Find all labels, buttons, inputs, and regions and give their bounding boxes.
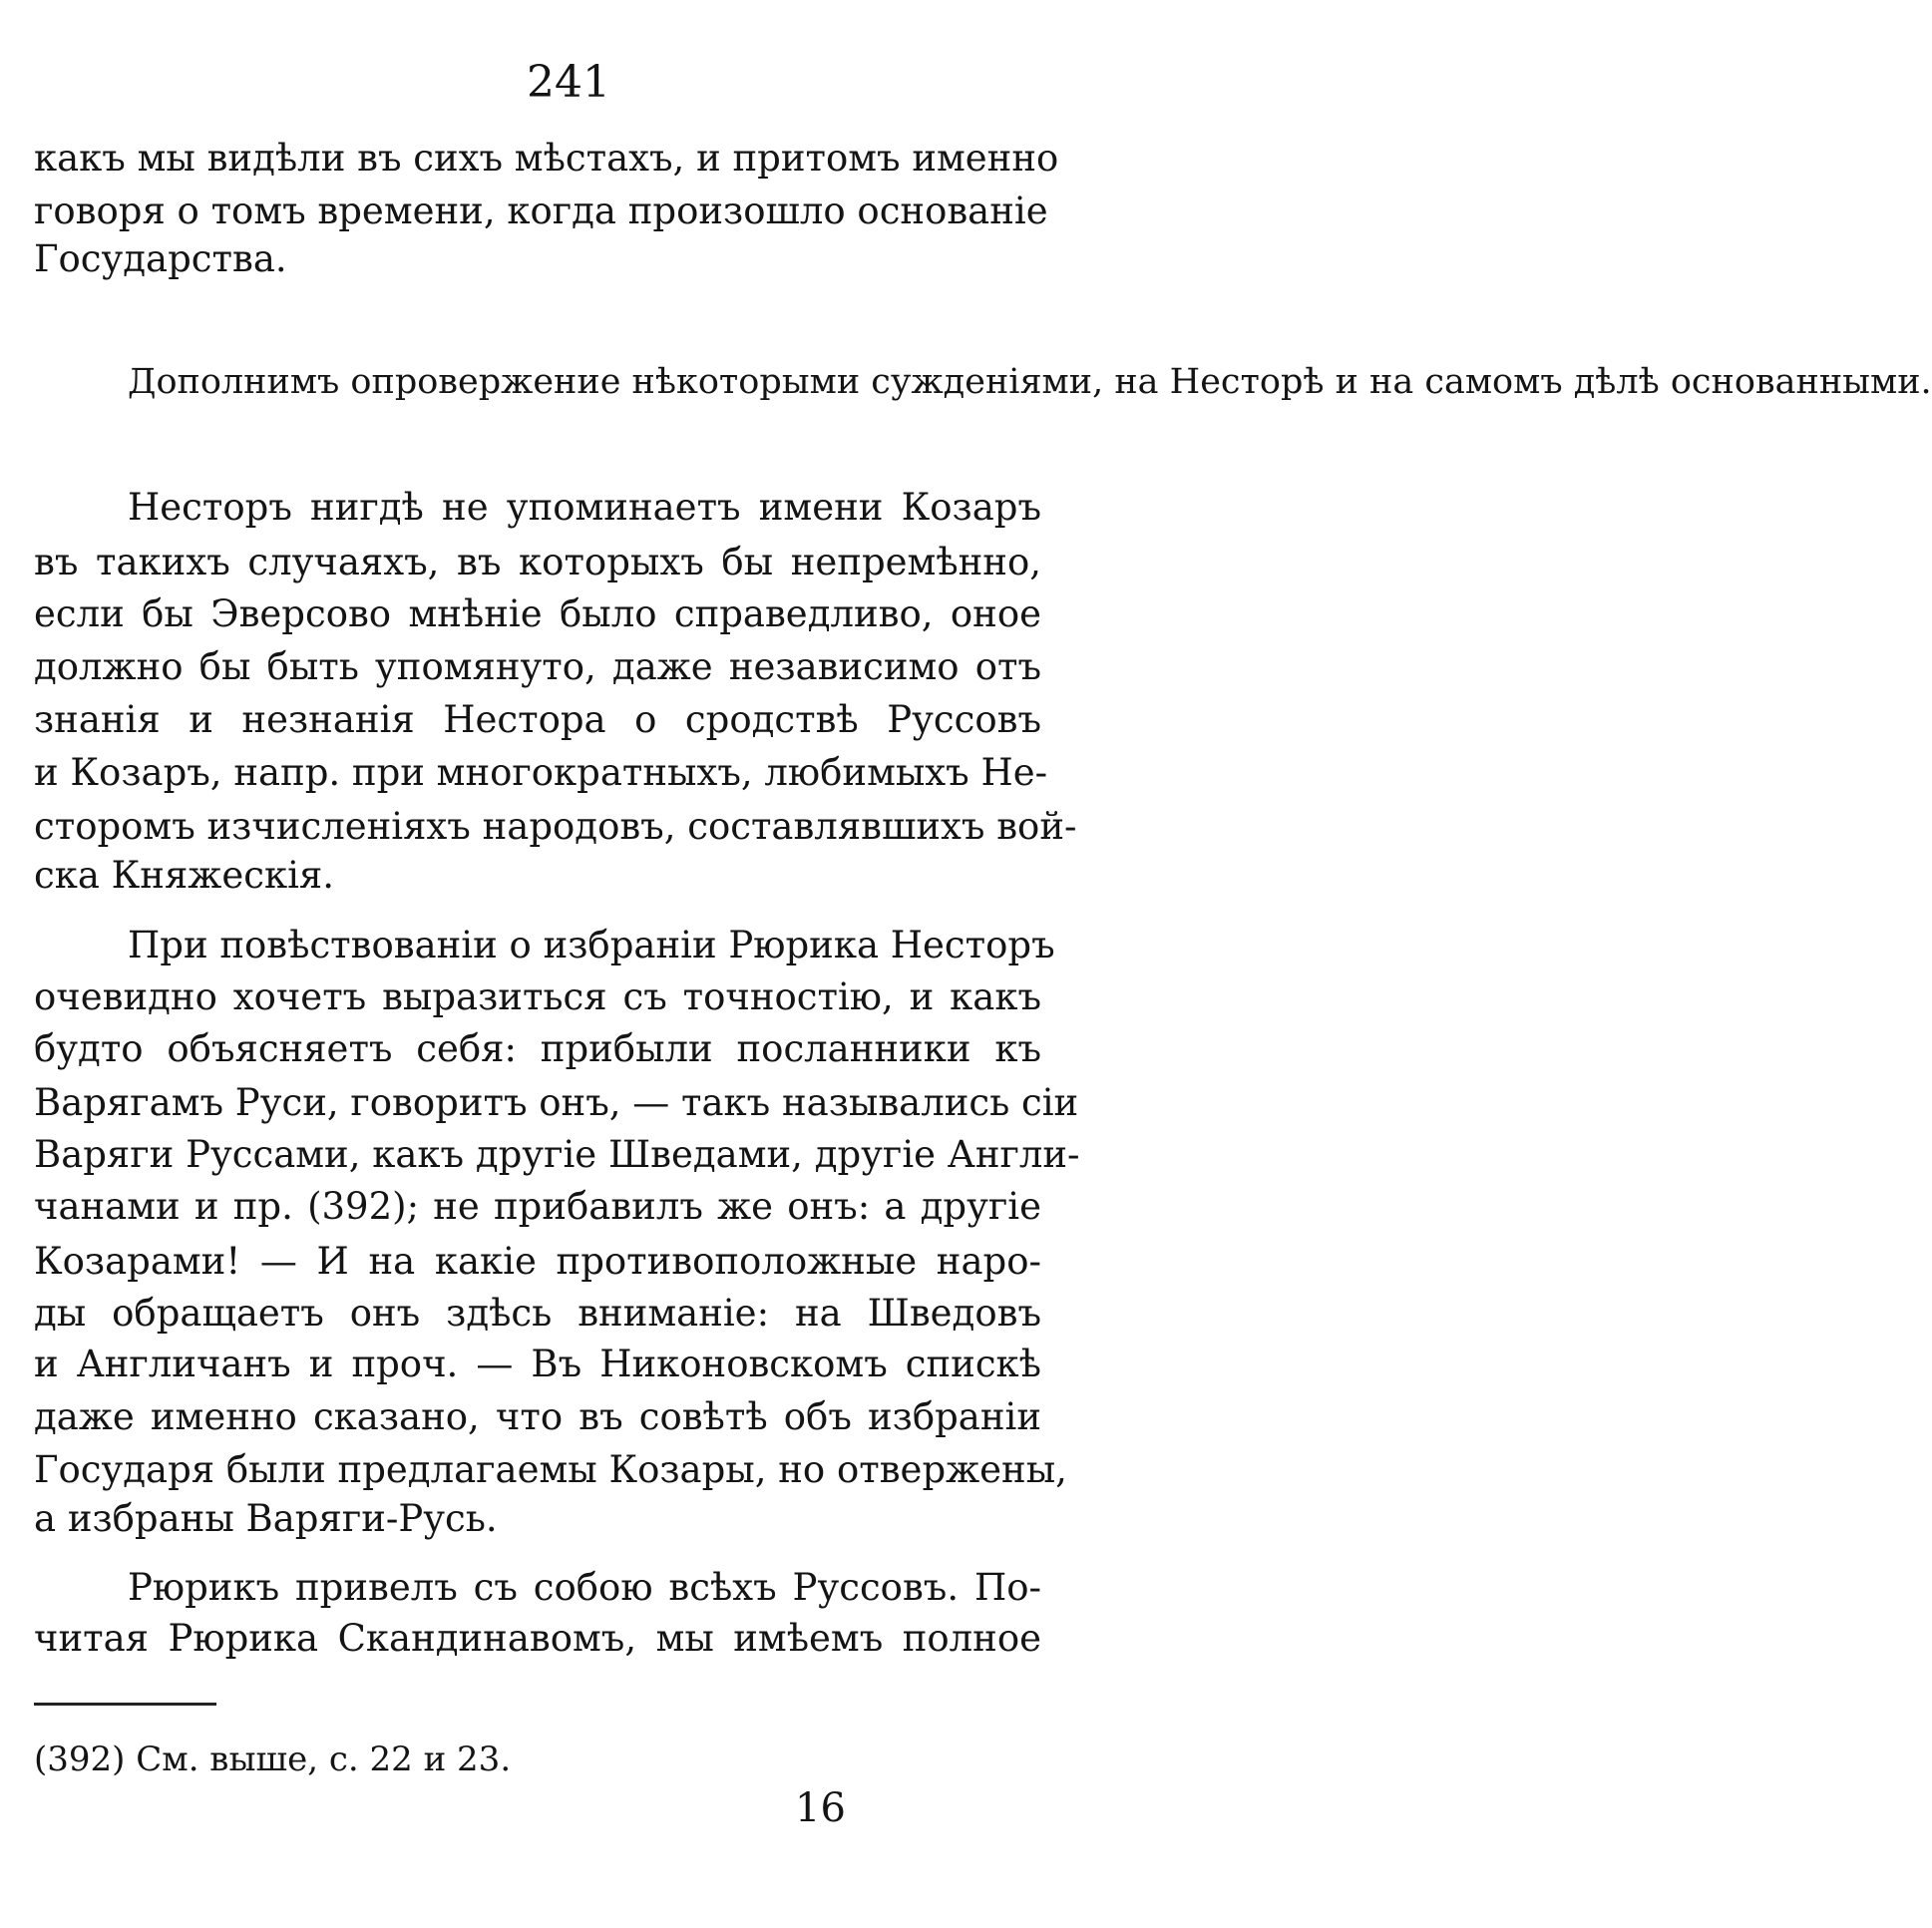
text-line: Государства. bbox=[34, 237, 287, 280]
text-line: и Козаръ, напр. при многократныхъ, любимыхъ Не- bbox=[34, 751, 1048, 794]
text-line: и Англичанъ и проч. — Въ Никоновскомъ спискѣ bbox=[34, 1343, 1041, 1385]
text-line: Варягамъ Руси, говоритъ онъ, — такъ назывались сіи bbox=[34, 1081, 1079, 1124]
text-line: въ такихъ случаяхъ, въ которыхъ бы непремѣнно, bbox=[34, 541, 1041, 583]
text-line: При повѣствованіи о избраніи Рюрика Несторъ bbox=[128, 924, 1055, 966]
text-line: Рюрикъ привелъ съ собою всѣхъ Руссовъ. По- bbox=[128, 1566, 1041, 1609]
text-line: а избраны Варяги-Русь. bbox=[34, 1497, 498, 1540]
text-line: чанами и пр. (392); не прибавилъ же онъ: а другіе bbox=[34, 1185, 1041, 1228]
text-line: даже именно сказано, что въ совѣтѣ объ избраніи bbox=[34, 1395, 1041, 1438]
text-line: Дополнимъ опровержение нѣкоторыми сужденіями, на Несторѣ и на самомъ дѣлѣ основанными. bbox=[128, 362, 1932, 402]
text-line: говоря о томъ времени, когда произошло основаніе bbox=[34, 190, 1048, 232]
text-line: Государя были предлагаемы Козары, но отвержены, bbox=[34, 1448, 1067, 1491]
text-line: сторомъ изчисленіяхъ народовъ, составлявшихъ вой- bbox=[34, 805, 1077, 848]
text-line: читая Рюрика Скандинавомъ, мы имѣемъ полное bbox=[34, 1617, 1041, 1660]
text-line: знанія и незнанія Нестора о сродствѣ Руссовъ bbox=[34, 698, 1041, 741]
signature-mark: 16 bbox=[795, 1785, 846, 1831]
page-number: 241 bbox=[527, 57, 610, 108]
text-line: будто объясняетъ себя: прибыли посланники къ bbox=[34, 1027, 1041, 1070]
text-line: ска Княжескія. bbox=[34, 854, 335, 897]
text-line: ды обращаетъ онъ здѣсь вниманіе: на Шведовъ bbox=[34, 1292, 1041, 1335]
text-line: если бы Эверсово мнѣніе было справедливо, оное bbox=[34, 592, 1041, 635]
text-line: очевидно хочетъ выразиться съ точностію, и какъ bbox=[34, 975, 1041, 1018]
text-line: Козарами! — И на какіе противоположные наро- bbox=[34, 1240, 1041, 1283]
text-line: должно бы быть упомянуто, даже независимо отъ bbox=[34, 645, 1041, 688]
footnote: (392) См. выше, с. 22 и 23. bbox=[34, 1739, 512, 1779]
footnote-divider bbox=[34, 1703, 216, 1706]
text-line: какъ мы видѣли въ сихъ мѣстахъ, и притомъ именно bbox=[34, 137, 1059, 180]
text-line: Несторъ нигдѣ не упоминаетъ имени Козаръ bbox=[128, 486, 1041, 529]
text-line: Варяги Руссами, какъ другіе Шведами, другіе Англи- bbox=[34, 1133, 1080, 1176]
